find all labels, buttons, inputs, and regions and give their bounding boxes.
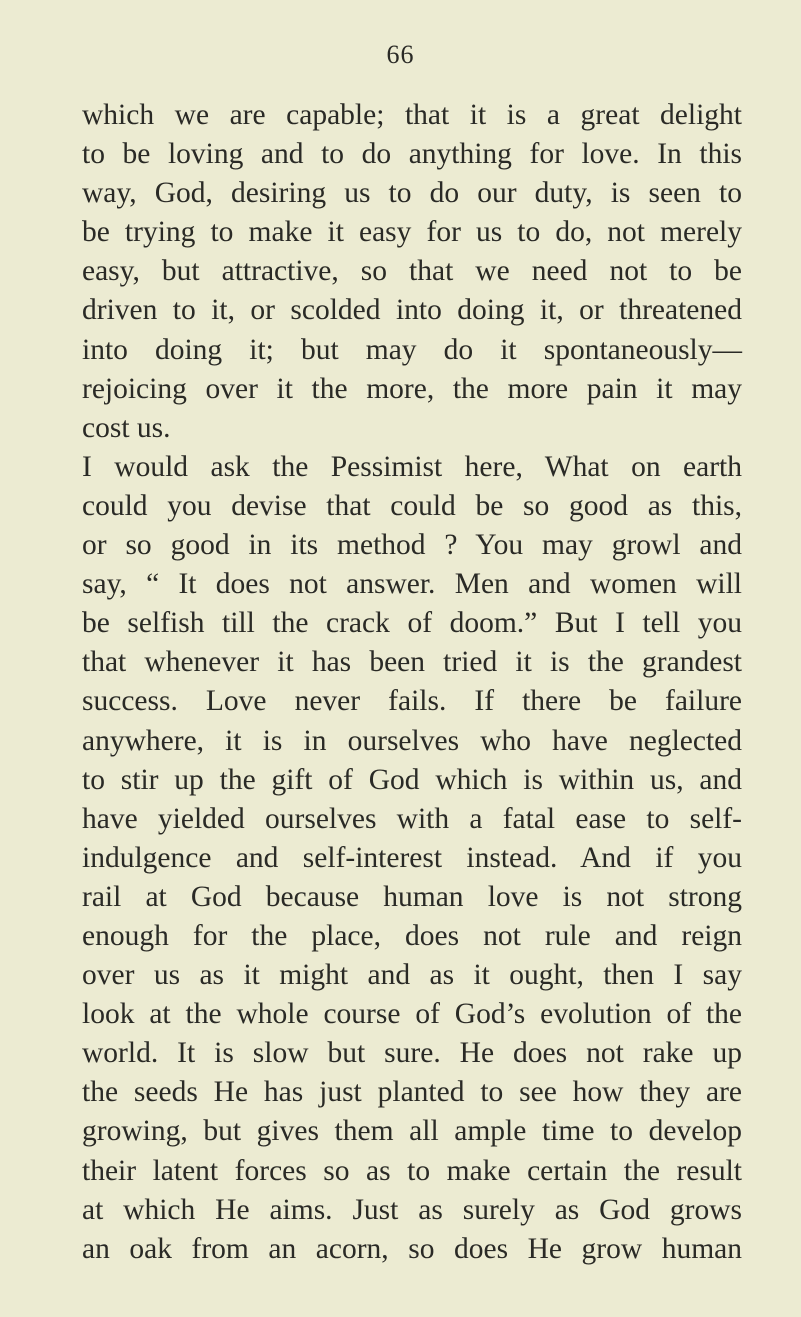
page-number: 66 [386, 40, 415, 69]
text-line: anywhere, it is in ourselves who have neglected [82, 724, 742, 757]
text-line: enough for the place, does not rule and reign [82, 919, 742, 952]
text-line: an oak from an acorn, so does He grow human [82, 1232, 742, 1265]
text-line: be trying to make it easy for us to do, not merely [82, 216, 742, 249]
text-line: easy, but attractive, so that we need not to be [82, 255, 742, 288]
text-line: world. It is slow but sure. He does not rake up [82, 1037, 742, 1070]
text-line: growing, but gives them all ample time to develop [82, 1115, 742, 1148]
text-line: indulgence and self-interest instead. And if you [82, 841, 742, 874]
text-line: I would ask the Pessimist here, What on earth [82, 450, 742, 483]
text-line: or so good in its method ? You may growl and [82, 529, 742, 562]
text-line: over us as it might and as it ought, then I say [82, 959, 742, 992]
text-line: could you devise that could be so good as this, [82, 489, 742, 522]
text-line: be selfish till the crack of doom.” But I tell you [82, 607, 742, 640]
text-line: at which He aims. Just as surely as God grows [82, 1193, 742, 1226]
text-line: that whenever it has been tried it is the grandest [82, 646, 742, 679]
text-line: way, God, desiring us to do our duty, is seen to [82, 177, 742, 210]
text-line: have yielded ourselves with a fatal ease to self- [82, 802, 742, 835]
text-line: rejoicing over it the more, the more pain it may [82, 372, 742, 405]
text-line: say, “ It does not answer. Men and women will [82, 568, 742, 601]
text-line: to stir up the gift of God which is within us, and [82, 763, 742, 796]
body-text [82, 96, 742, 1269]
text-line: which we are capable; that it is a great delight [82, 99, 742, 131]
text-line: success. Love never fails. If there be failure [82, 685, 742, 718]
text-line: cost us. [82, 411, 171, 444]
text-line: the seeds He has just planted to see how they are [82, 1076, 742, 1109]
text-line: rail at God because human love is not strong [82, 880, 742, 913]
text-line: look at the whole course of God’s evolution of the [82, 998, 742, 1031]
text-line: driven to it, or scolded into doing it, or threatened [82, 294, 742, 327]
text-line: their latent forces so as to make certain the result [82, 1154, 742, 1187]
text-line: into doing it; but may do it spontaneously— [82, 333, 742, 366]
text-line: to be loving and to do anything for love. In this [82, 138, 742, 171]
